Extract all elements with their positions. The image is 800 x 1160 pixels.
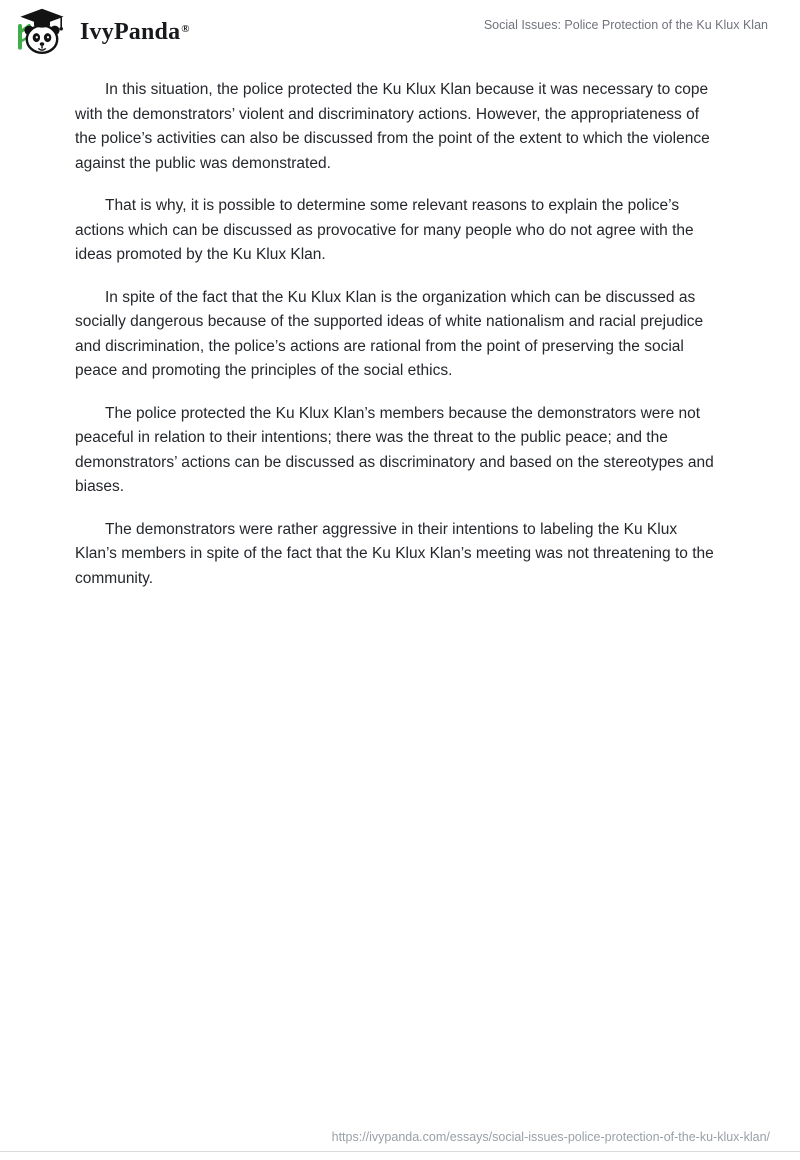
page-footer xyxy=(0,1130,800,1160)
paragraph-1: In this situation, the police protected the Ku Klux Klan because it was necessary to cope with the demonstrators’ violent and discriminatory actions. However, the appropriateness of the police’s activities can also be discussed from the point of the extent to which the violence against the public was demonstrated. xyxy=(75,81,710,172)
registered-mark: ® xyxy=(181,23,190,36)
footer-divider xyxy=(0,1151,800,1160)
brand-name: IvyPanda xyxy=(80,18,181,45)
paragraph-5: The demonstrators were rather aggressive in their intentions to labeling the Ku Klux Klan’s members in spite of the fact that the Ku Klux Klan’s meeting was not threatening to the community. xyxy=(75,520,714,587)
paragraph-2: That is why, it is possible to determine some relevant reasons to explain the police’s actions which can be discussed as provocative for many people who do not agree with the ideas promoted by the Ku Klux Klan. xyxy=(75,197,694,263)
article-body xyxy=(0,56,800,591)
paragraph-4: The police protected the Ku Klux Klan’s members because the demonstrators were not peaceful in relation to their intentions; there was the threat to the public peace; and the demonstrators’ actions can be discussed as discriminatory and based on the stereotypes and biases. xyxy=(75,404,714,495)
brand[interactable] xyxy=(14,8,190,56)
paragraph-3: In spite of the fact that the Ku Klux Klan is the organization which can be discussed as socially dangerous because of the supported ideas of white nationalism and racial prejudice and discrimination, the police’s actions are rational from the point of preserving the social peace and promoting the principles of the social ethics. xyxy=(75,288,704,379)
source-url-link[interactable]: https://ivypanda.com/essays/social-issues-police-protection-of-the-ku-klux-klan/ xyxy=(331,1130,770,1144)
document-title: Social Issues: Police Protection of the Ku Klux Klan xyxy=(483,18,768,32)
panda-graduate-icon xyxy=(14,8,70,56)
page-header xyxy=(0,0,800,56)
